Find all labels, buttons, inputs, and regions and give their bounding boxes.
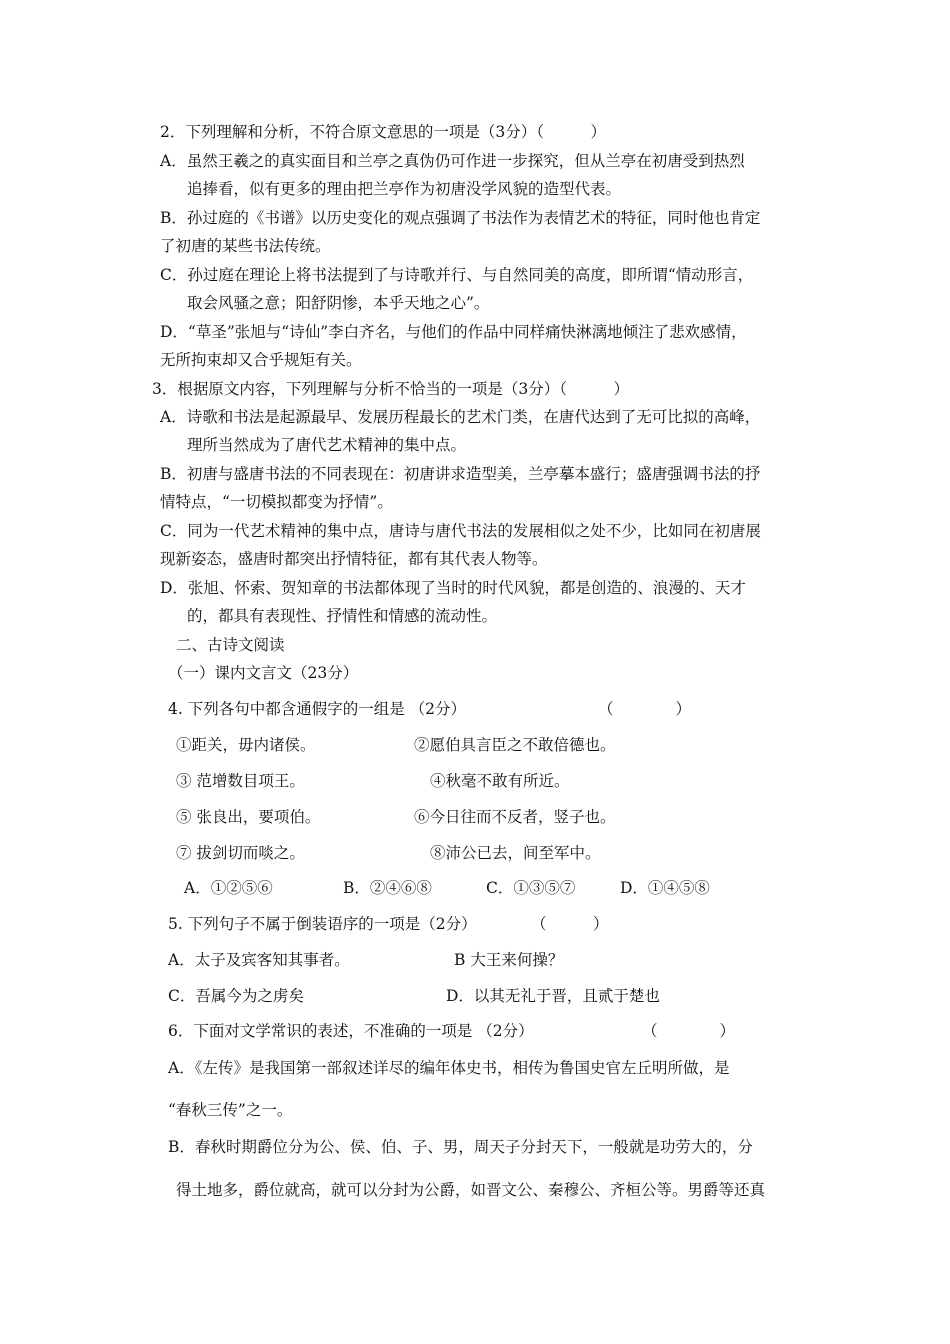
q2-option-b-line2: 了初唐的某些书法传统。 xyxy=(160,237,331,255)
q4-option-b: B．②④⑥⑧ xyxy=(343,879,432,897)
q4-item-7: ⑦ 拔剑切而啖之。 xyxy=(176,844,305,862)
q4-item-2: ②愿伯具言臣之不敢倍德也。 xyxy=(414,736,616,754)
q4-item-5: ⑤ 张良出，要项伯。 xyxy=(176,808,321,826)
q2-option-d-line1: D．“草圣”张旭与“诗仙”李白齐名，与他们的作品中同样痛快淋漓地倾注了悲欢感情， xyxy=(160,323,747,341)
q3-option-b-line2: 情特点，“一切模拟都变为抒情”。 xyxy=(160,493,393,511)
q5-option-b: B 大王来何操？ xyxy=(454,951,564,969)
q4-item-1: ①距关，毋内诸侯。 xyxy=(176,736,316,754)
q2-option-a-line2: 追捧看，似有更多的理由把兰亭作为初唐没学风貌的造型代表。 xyxy=(187,180,622,198)
q6-option-b-line2: 得土地多，爵位就高，就可以分封为公爵，如晋文公、秦穆公、齐桓公等。男爵等还真 xyxy=(176,1181,766,1199)
q3-option-a-line2: 理所当然成为了唐代艺术精神的集中点。 xyxy=(187,436,467,454)
q4-answer-paren: （ ） xyxy=(598,700,692,718)
q3-option-c-line2: 现新姿态，盛唐时都突出抒情特征，都有其代表人物等。 xyxy=(160,550,548,568)
q4-item-4: ④秋毫不敢有所近。 xyxy=(430,772,570,790)
q5-option-d: D．以其无礼于晋，且贰于楚也 xyxy=(446,987,660,1005)
q5-stem: 5. 下列句子不属于倒装语序的一项是（2分） xyxy=(168,915,477,933)
q3-option-b-line1: B．初唐与盛唐书法的不同表现在：初唐讲求造型美，兰亭摹本盛行；盛唐强调书法的抒 xyxy=(160,465,761,483)
q4-option-c: C．①③⑤⑦ xyxy=(486,879,576,897)
q4-option-d: D．①④⑤⑧ xyxy=(620,879,710,897)
q6-option-b-line1: B．春秋时期爵位分为公、侯、伯、子、男，周天子分封天下，一般就是功劳大的，分 xyxy=(168,1138,753,1156)
q2-option-c-line1: C．孙过庭在理论上将书法提到了与诗歌并行、与自然同美的高度，即所谓“情动形言， xyxy=(160,266,754,284)
q6-option-a-line1: A．《左传》是我国第一部叙述详尽的编年体史书，相传为鲁国史官左丘明所做，是 xyxy=(168,1059,730,1077)
q2-option-b-line1: B．孙过庭的《书谱》以历史变化的观点强调了书法作为表情艺术的特征，同时他也肯定 xyxy=(160,209,761,227)
q5-option-c: C．吾属今为之虏矣 xyxy=(168,987,304,1005)
q2-option-c-line2: 取会风骚之意；阳舒阴惨，本乎天地之心”。 xyxy=(187,294,490,312)
q4-item-6: ⑥今日往而不反者，竖子也。 xyxy=(414,808,616,826)
q3-option-d-line2: 的，都具有表现性、抒情性和情感的流动性。 xyxy=(187,607,498,625)
q6-option-a-line2: “春秋三传”之一。 xyxy=(168,1101,293,1119)
subsection-heading: （一）课内文言文（23分） xyxy=(168,664,359,682)
q3-option-d-line1: D．张旭、怀索、贺知章的书法都体现了当时的时代风貌，都是创造的、浪漫的、天才 xyxy=(160,579,746,597)
q6-stem: 6．下面对文学常识的表述，不准确的一项是 （2分） xyxy=(168,1022,534,1040)
q5-answer-paren: （ ） xyxy=(531,915,609,933)
q4-option-a: A．①②⑤⑥ xyxy=(184,879,273,897)
q2-stem: 2．下列理解和分析，不符合原文意思的一项是（3分）（ ） xyxy=(160,123,606,141)
q4-item-8: ⑧沛公已去，间至军中。 xyxy=(430,844,601,862)
q4-item-3: ③ 范增数目项王。 xyxy=(176,772,305,790)
section-heading: 二、古诗文阅读 xyxy=(176,636,285,654)
q3-option-a-line1: A．诗歌和书法是起源最早、发展历程最长的艺术门类，在唐代达到了无可比拟的高峰， xyxy=(160,408,761,426)
q3-option-c-line1: C．同为一代艺术精神的集中点，唐诗与唐代书法的发展相似之处不少，比如同在初唐展 xyxy=(160,522,761,540)
q2-option-d-line2: 无所拘束却又合乎规矩有关。 xyxy=(160,351,362,369)
q4-stem: 4. 下列各句中都含通假字的一组是 （2分） xyxy=(168,700,467,718)
q2-option-a-line1: A．虽然王羲之的真实面目和兰亭之真伪仍可作进一步探究，但从兰亭在初唐受到热烈 xyxy=(160,152,745,170)
q6-answer-paren: （ ） xyxy=(642,1022,736,1040)
q3-stem: 3．根据原文内容，下列理解与分析不恰当的一项是（3分）（ ） xyxy=(152,380,629,398)
q5-option-a: A．太子及宾客知其事者。 xyxy=(168,951,350,969)
